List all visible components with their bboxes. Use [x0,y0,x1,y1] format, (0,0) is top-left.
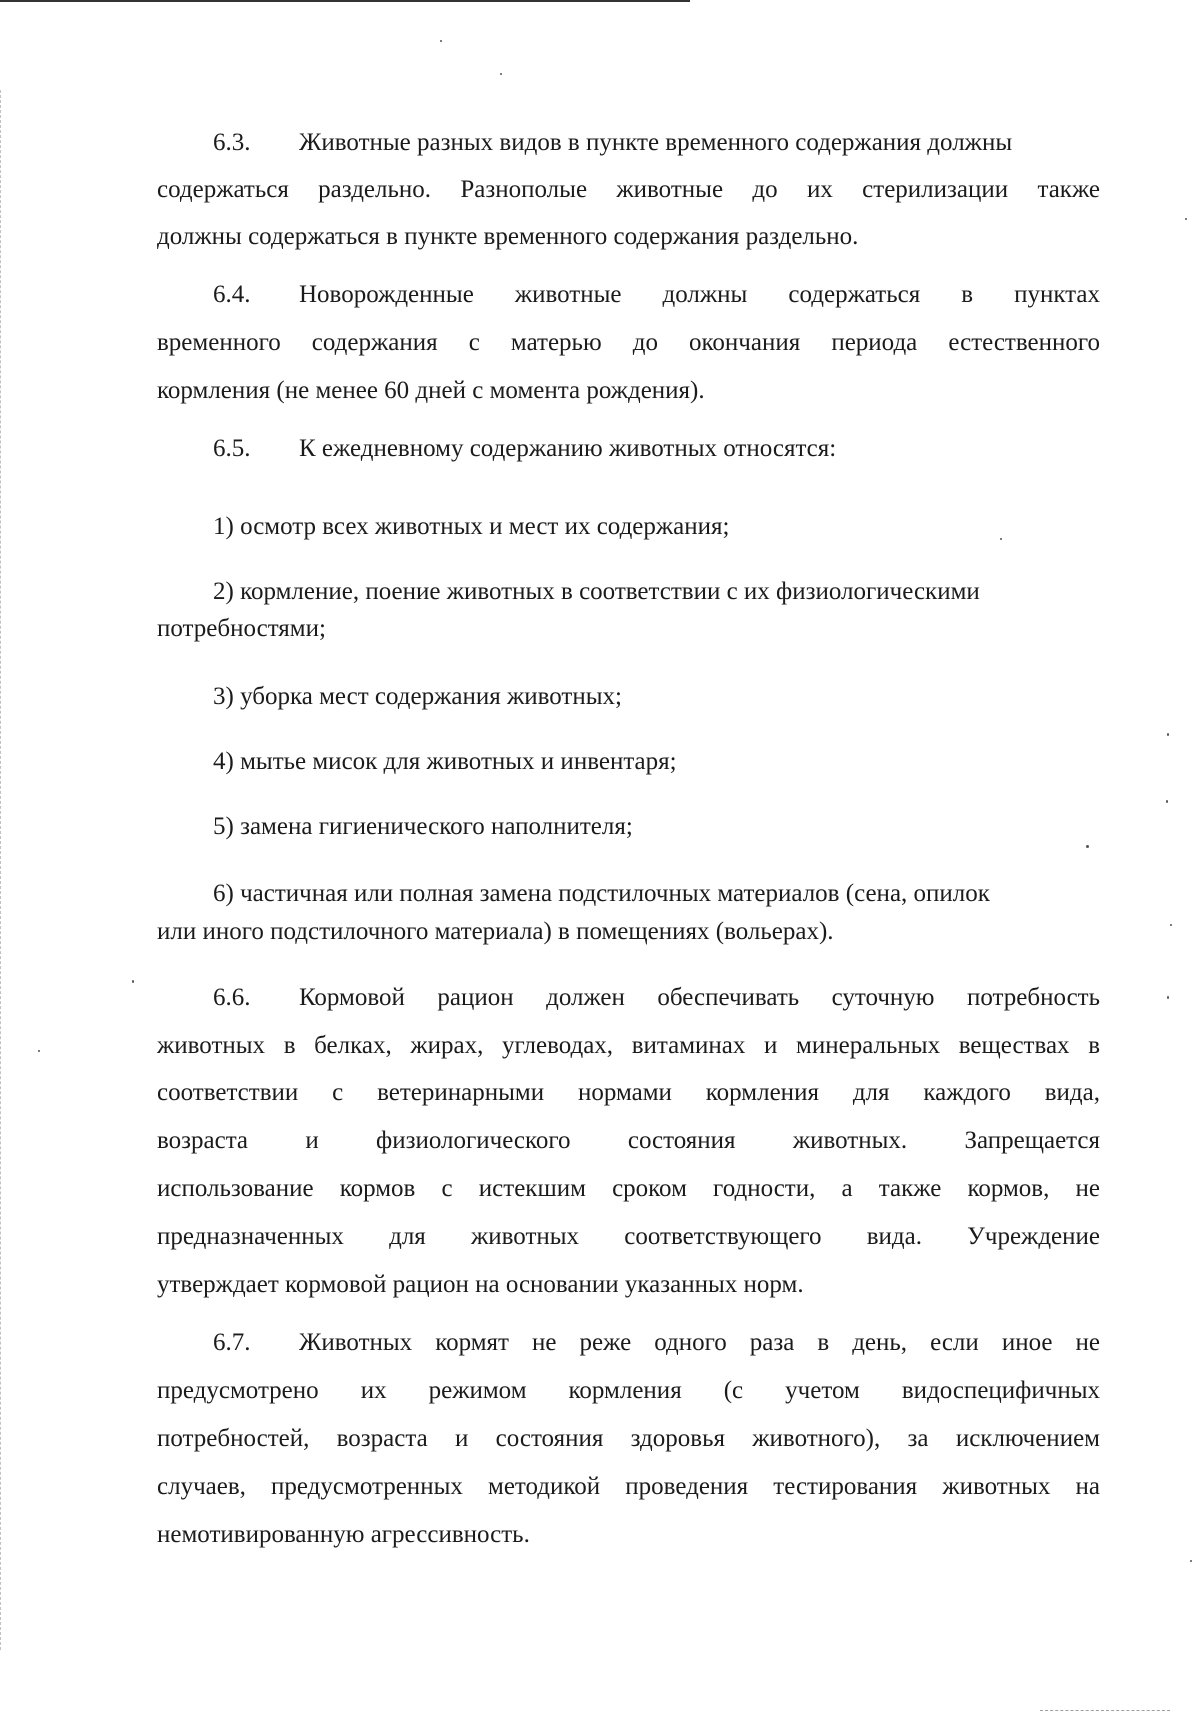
section-number: 6.6. [213,984,251,1011]
scan-speck [38,1050,40,1052]
section-line: немотивированную агрессивность. [157,1521,530,1548]
list-item: 2) кормление, поение животных в соответствии с их физиологическими [213,578,980,605]
section-line [157,128,1100,158]
section-line-text: Животных кормят не реже одного раза в день, если иное не [299,1329,1100,1356]
list-item: 4) мытье мисок для животных и инвентаря; [213,748,677,775]
scan-speck [1190,1560,1192,1562]
section-line [157,280,1100,310]
section-line: предназначенных для животных соответствующего вида. Учреждение [157,1223,1100,1250]
section-line-text: Новорожденные животные должны содержаться в пунктах [299,281,1100,308]
section-line: животных в белках, жирах, углеводах, витаминах и минеральных веществах в [157,1032,1100,1059]
section-line: соответствии с ветеринарными нормами кормления для каждого вида, [157,1079,1100,1106]
section-line: возраста и физиологического состояния животных. Запрещается [157,1127,1100,1154]
section-line: временного содержания с матерью до окончания периода естественного [157,329,1100,356]
section-number: 6.7. [213,1329,251,1356]
list-item: 5) замена гигиенического наполнителя; [213,813,633,840]
list-item-continuation: или иного подстилочного материала) в помещениях (вольерах). [157,918,834,945]
scan-edge-left [0,90,2,1650]
section-line: утверждает кормовой рацион на основании указанных норм. [157,1271,804,1298]
section-line [157,983,1100,1013]
scan-speck [1086,845,1089,848]
list-item: 3) уборка мест содержания животных; [213,683,622,710]
section-line [157,434,1100,464]
list-item: 6) частичная или полная замена подстилочных материалов (сена, опилок [213,880,990,907]
section-line: кормления (не менее 60 дней с момента рождения). [157,377,705,404]
scan-speck [1167,996,1169,999]
section-line: содержаться раздельно. Разнополые животные до их стерилизации также [157,176,1100,203]
section-line: потребностей, возраста и состояния здоровья животного), за исключением [157,1425,1100,1452]
section-line-text: Животные разных видов в пункте временного содержания должны [299,129,1013,156]
section-line: использование кормов с истекшим сроком годности, а также кормов, не [157,1175,1100,1202]
section-number: 6.3. [213,129,251,156]
section-line: предусмотрено их режимом кормления (с учетом видоспецифичных [157,1377,1100,1404]
top-rule [0,0,690,2]
section-number: 6.4. [213,281,251,308]
section-line: случаев, предусмотренных методикой проведения тестирования животных на [157,1473,1100,1500]
section-line: должны содержаться в пункте временного содержания раздельно. [157,223,859,250]
scan-speck [1167,733,1169,736]
scan-speck [500,73,502,75]
scan-speck [440,40,442,42]
scan-speck [1166,800,1168,803]
section-line [157,1328,1100,1358]
scan-speck [1170,924,1172,926]
list-item-continuation: потребностями; [157,615,326,642]
scan-speck [1185,218,1187,220]
list-item: 1) осмотр всех животных и мест их содержания; [213,513,730,540]
scan-edge-bottom [1040,1710,1170,1712]
section-line-text: Кормовой рацион должен обеспечивать суточную потребность [299,984,1100,1011]
section-line-text: К ежедневному содержанию животных относятся: [299,435,837,462]
section-number: 6.5. [213,435,251,462]
scan-speck [132,980,134,983]
